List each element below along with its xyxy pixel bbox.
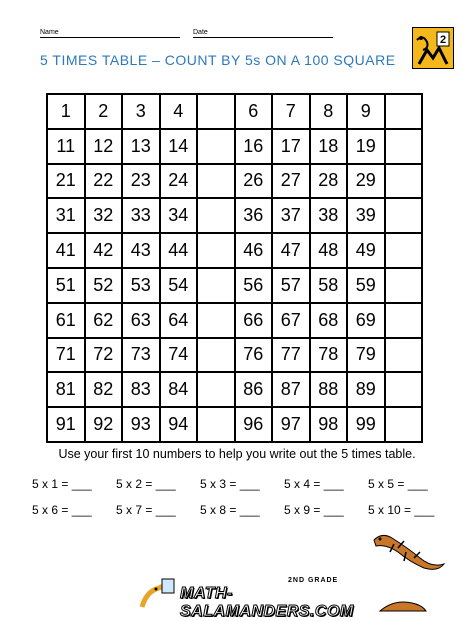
empty-cell: [198, 199, 236, 234]
number-cell: 37: [273, 199, 311, 234]
number-cell: 12: [86, 130, 124, 165]
empty-cell: [198, 130, 236, 165]
grade-label: 2ND GRADE: [288, 577, 339, 584]
number-cell: 27: [273, 165, 311, 200]
number-cell: 21: [48, 165, 86, 200]
equation-row-2: [0, 503, 474, 519]
number-cell: 89: [348, 373, 386, 408]
empty-cell: [198, 234, 236, 269]
equation-row-1: [0, 477, 474, 493]
number-cell: 17: [273, 130, 311, 165]
number-cell: 77: [273, 339, 311, 374]
empty-cell: [198, 269, 236, 304]
equation: 5 x 8 = ___: [200, 503, 260, 517]
empty-cell: [198, 408, 236, 443]
number-cell: 57: [273, 269, 311, 304]
number-cell: 97: [273, 408, 311, 443]
number-cell: 46: [236, 234, 274, 269]
empty-cell: [386, 165, 424, 200]
empty-cell: [198, 165, 236, 200]
number-cell: 98: [311, 408, 349, 443]
number-cell: 96: [236, 408, 274, 443]
number-cell: 44: [161, 234, 199, 269]
number-cell: 87: [273, 373, 311, 408]
number-cell: 9: [348, 95, 386, 130]
number-cell: 93: [123, 408, 161, 443]
number-cell: 99: [348, 408, 386, 443]
number-cell: 41: [48, 234, 86, 269]
equation: 5 x 5 = ___: [368, 477, 428, 491]
equation: 5 x 4 = ___: [284, 477, 344, 491]
number-cell: 63: [123, 304, 161, 339]
number-cell: 56: [236, 269, 274, 304]
number-cell: 42: [86, 234, 124, 269]
salamander-illustration: [378, 597, 428, 613]
number-cell: 81: [48, 373, 86, 408]
number-cell: 26: [236, 165, 274, 200]
number-cell: 66: [236, 304, 274, 339]
empty-cell: [386, 199, 424, 234]
number-cell: 64: [161, 304, 199, 339]
equation: 5 x 1 = ___: [32, 477, 92, 491]
number-cell: 34: [161, 199, 199, 234]
name-label: Name: [40, 29, 59, 36]
date-field-line: [193, 37, 333, 38]
number-cell: 72: [86, 339, 124, 374]
number-cell: 4: [161, 95, 199, 130]
date-label: Date: [193, 29, 208, 36]
empty-cell: [386, 130, 424, 165]
number-cell: 78: [311, 339, 349, 374]
number-cell: 73: [123, 339, 161, 374]
empty-cell: [198, 339, 236, 374]
number-cell: 86: [236, 373, 274, 408]
empty-cell: [386, 95, 424, 130]
number-cell: 71: [48, 339, 86, 374]
equation: 5 x 7 = ___: [116, 503, 176, 517]
number-cell: 1: [48, 95, 86, 130]
number-cell: 83: [123, 373, 161, 408]
logo-badge-number: 2: [439, 34, 447, 46]
salamander-illustration: [368, 528, 448, 578]
number-cell: 33: [123, 199, 161, 234]
salamander-mascot-icon: [138, 577, 178, 609]
name-field-line: [40, 37, 180, 38]
number-cell: 22: [86, 165, 124, 200]
number-cell: 82: [86, 373, 124, 408]
number-cell: 13: [123, 130, 161, 165]
empty-cell: [386, 234, 424, 269]
instruction-text: Use your first 10 numbers to help you write out the 5 times table.: [58, 447, 416, 461]
number-cell: 76: [236, 339, 274, 374]
empty-cell: [386, 373, 424, 408]
empty-cell: [386, 269, 424, 304]
number-cell: 36: [236, 199, 274, 234]
number-cell: 24: [161, 165, 199, 200]
brand-footer: [138, 577, 358, 620]
number-cell: 43: [123, 234, 161, 269]
number-cell: 38: [311, 199, 349, 234]
number-cell: 92: [86, 408, 124, 443]
number-cell: 29: [348, 165, 386, 200]
number-cell: 59: [348, 269, 386, 304]
number-cell: 94: [161, 408, 199, 443]
number-cell: 16: [236, 130, 274, 165]
empty-cell: [198, 373, 236, 408]
number-cell: 6: [236, 95, 274, 130]
site-name: MATH-SALAMANDERS.COM: [180, 585, 354, 620]
number-cell: 68: [311, 304, 349, 339]
number-cell: 8: [311, 95, 349, 130]
number-cell: 91: [48, 408, 86, 443]
number-cell: 14: [161, 130, 199, 165]
equation: 5 x 9 = ___: [284, 503, 344, 517]
number-cell: 61: [48, 304, 86, 339]
empty-cell: [198, 304, 236, 339]
number-cell: 39: [348, 199, 386, 234]
number-cell: 88: [311, 373, 349, 408]
equation: 5 x 3 = ___: [200, 477, 260, 491]
number-cell: 19: [348, 130, 386, 165]
empty-cell: [386, 339, 424, 374]
number-cell: 32: [86, 199, 124, 234]
number-cell: 84: [161, 373, 199, 408]
number-cell: 52: [86, 269, 124, 304]
number-cell: 69: [348, 304, 386, 339]
number-cell: 53: [123, 269, 161, 304]
number-cell: 74: [161, 339, 199, 374]
equation: 5 x 10 = ___: [368, 503, 435, 517]
number-cell: 62: [86, 304, 124, 339]
number-cell: 48: [311, 234, 349, 269]
salamander-logo: [412, 27, 454, 69]
number-cell: 7: [273, 95, 311, 130]
number-cell: 3: [123, 95, 161, 130]
number-cell: 58: [311, 269, 349, 304]
number-cell: 49: [348, 234, 386, 269]
number-cell: 31: [48, 199, 86, 234]
number-cell: 51: [48, 269, 86, 304]
hundred-square: [46, 93, 423, 443]
number-cell: 28: [311, 165, 349, 200]
number-cell: 2: [86, 95, 124, 130]
empty-cell: [386, 408, 424, 443]
equation: 5 x 2 = ___: [116, 477, 176, 491]
number-cell: 11: [48, 130, 86, 165]
equation: 5 x 6 = ___: [32, 503, 92, 517]
number-cell: 18: [311, 130, 349, 165]
number-cell: 23: [123, 165, 161, 200]
worksheet-title: 5 TIMES TABLE – COUNT BY 5s ON A 100 SQUARE: [40, 52, 396, 68]
empty-cell: [198, 95, 236, 130]
number-cell: 79: [348, 339, 386, 374]
number-cell: 67: [273, 304, 311, 339]
number-cell: 47: [273, 234, 311, 269]
number-cell: 54: [161, 269, 199, 304]
empty-cell: [386, 304, 424, 339]
